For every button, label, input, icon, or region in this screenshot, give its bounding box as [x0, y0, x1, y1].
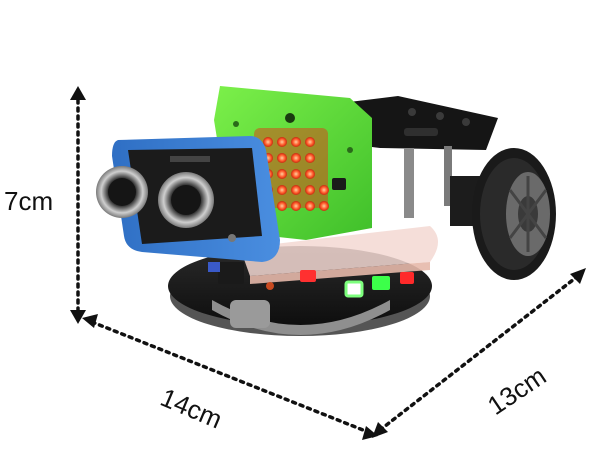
height-label: 7cm — [4, 186, 54, 216]
width-arrow-left-icon — [82, 314, 98, 328]
wheel — [472, 148, 556, 280]
height-arrow-bottom-icon — [70, 310, 86, 324]
width-label: 14cm — [156, 382, 227, 435]
depth-label: 13cm — [482, 360, 552, 421]
height-arrow-top-icon — [70, 86, 86, 100]
board-logo-icon — [285, 113, 295, 123]
width-dimension-arrow — [92, 322, 368, 432]
ultrasonic-sensor — [96, 136, 280, 262]
